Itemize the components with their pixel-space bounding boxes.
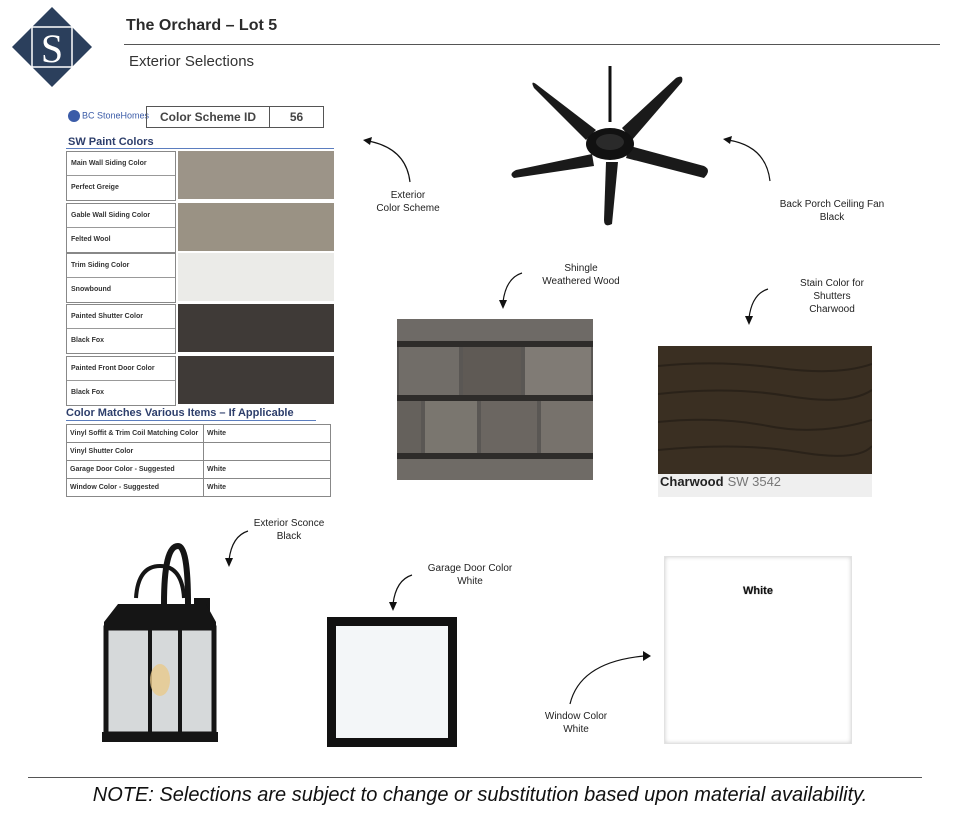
color-swatch <box>178 203 334 251</box>
paint-item: Main Wall Siding Color <box>67 152 175 176</box>
label-line: White <box>563 724 589 735</box>
stain-code: SW 3542 <box>727 474 782 489</box>
window-swatch-label: White <box>743 585 773 597</box>
paint-row <box>66 203 336 253</box>
window-color-swatch <box>664 556 852 744</box>
header-divider <box>124 44 940 45</box>
match-item: Vinyl Shutter Color <box>67 443 204 461</box>
shingle-label <box>530 262 632 288</box>
table-row <box>67 479 331 497</box>
logo-letter: S <box>40 26 64 71</box>
match-value: White <box>204 425 331 443</box>
label-line: Black <box>276 531 302 542</box>
stain-label <box>782 277 882 316</box>
window-color-label <box>528 710 624 736</box>
label-line: White <box>457 576 483 587</box>
brand-logo <box>68 110 149 122</box>
arrow-icon <box>742 286 772 326</box>
paint-item: Painted Shutter Color <box>67 305 175 329</box>
label-line: Weathered Wood <box>542 276 620 287</box>
label-line: Shingle <box>564 263 598 274</box>
match-item: Garage Door Color - Suggested <box>67 461 204 479</box>
label-line: Exterior <box>390 190 426 201</box>
table-row <box>67 425 331 443</box>
paint-row <box>66 253 336 303</box>
match-value <box>204 443 331 461</box>
footer-divider <box>28 777 922 778</box>
matches-title-underline <box>66 420 316 421</box>
paint-row <box>66 151 336 201</box>
shingle-swatch-image <box>397 319 593 480</box>
footer-note: NOTE: Selections are subject to change or substitution based upon material availability. <box>92 784 868 806</box>
arrow-icon <box>386 572 416 612</box>
match-value: White <box>204 479 331 497</box>
stain-name-strip <box>658 474 872 497</box>
exterior-sconce-image <box>98 542 224 744</box>
paint-color-name: Felted Wool <box>71 236 111 243</box>
company-logo <box>12 7 92 87</box>
match-item: Window Color - Suggested <box>67 479 204 497</box>
scheme-id-box <box>146 106 324 128</box>
arrow-icon <box>566 648 656 708</box>
garage-door-swatch <box>327 617 457 747</box>
match-value: White <box>204 461 331 479</box>
exterior-scheme-label <box>358 189 458 215</box>
paint-colors-title: SW Paint Colors <box>68 136 154 148</box>
brand-mark-icon <box>68 110 80 122</box>
sconce-label <box>240 517 338 543</box>
paint-color-name: Snowbound <box>71 286 112 293</box>
match-item: Vinyl Soffit & Trim Coil Matching Color <box>67 425 204 443</box>
page-title: The Orchard – Lot 5 <box>126 17 278 34</box>
paint-color-name: Perfect Greige <box>71 184 119 191</box>
paint-row <box>66 304 336 354</box>
arrow-icon <box>360 136 416 186</box>
garage-door-label <box>414 562 526 588</box>
label-line: Charwood <box>809 304 855 315</box>
ceiling-fan-image <box>508 66 712 228</box>
page-subtitle: Exterior Selections <box>129 53 255 70</box>
color-matches-table <box>66 424 331 497</box>
stain-name: Charwood <box>660 474 724 489</box>
table-row <box>67 443 331 461</box>
ceiling-fan-label <box>764 198 900 224</box>
charwood-stain-swatch <box>658 346 872 497</box>
paint-row <box>66 356 336 406</box>
paint-item: Gable Wall Siding Color <box>67 204 175 228</box>
label-line: Exterior Sconce <box>253 518 325 529</box>
paint-title-underline <box>66 148 334 149</box>
color-swatch <box>178 304 334 352</box>
label-line: Shutters <box>813 291 851 302</box>
arrow-icon <box>496 270 526 310</box>
color-scheme-card <box>64 104 336 504</box>
label-line: Stain Color for <box>800 278 864 289</box>
label-line: Color Scheme <box>376 203 440 214</box>
arrow-icon <box>720 134 776 184</box>
scheme-id-value: 56 <box>289 110 304 124</box>
label-line: Back Porch Ceiling Fan <box>779 199 885 210</box>
arrow-icon <box>222 528 252 568</box>
label-line: Black <box>819 212 845 223</box>
paint-item: Trim Siding Color <box>67 254 175 278</box>
color-swatch <box>178 356 334 404</box>
color-swatch <box>178 253 334 301</box>
paint-item: Painted Front Door Color <box>67 357 175 381</box>
brand-name: BC StoneHomes <box>82 110 150 121</box>
color-swatch <box>178 151 334 199</box>
paint-color-name: Black Fox <box>71 337 105 344</box>
table-row <box>67 461 331 479</box>
label-line: Garage Door Color <box>427 563 513 574</box>
color-matches-title: Color Matches Various Items – If Applicable <box>66 407 294 419</box>
wood-grain-texture <box>658 346 872 474</box>
label-line: Window Color <box>544 711 608 722</box>
paint-color-name: Black Fox <box>71 389 105 396</box>
scheme-id-label: Color Scheme ID <box>147 107 270 127</box>
